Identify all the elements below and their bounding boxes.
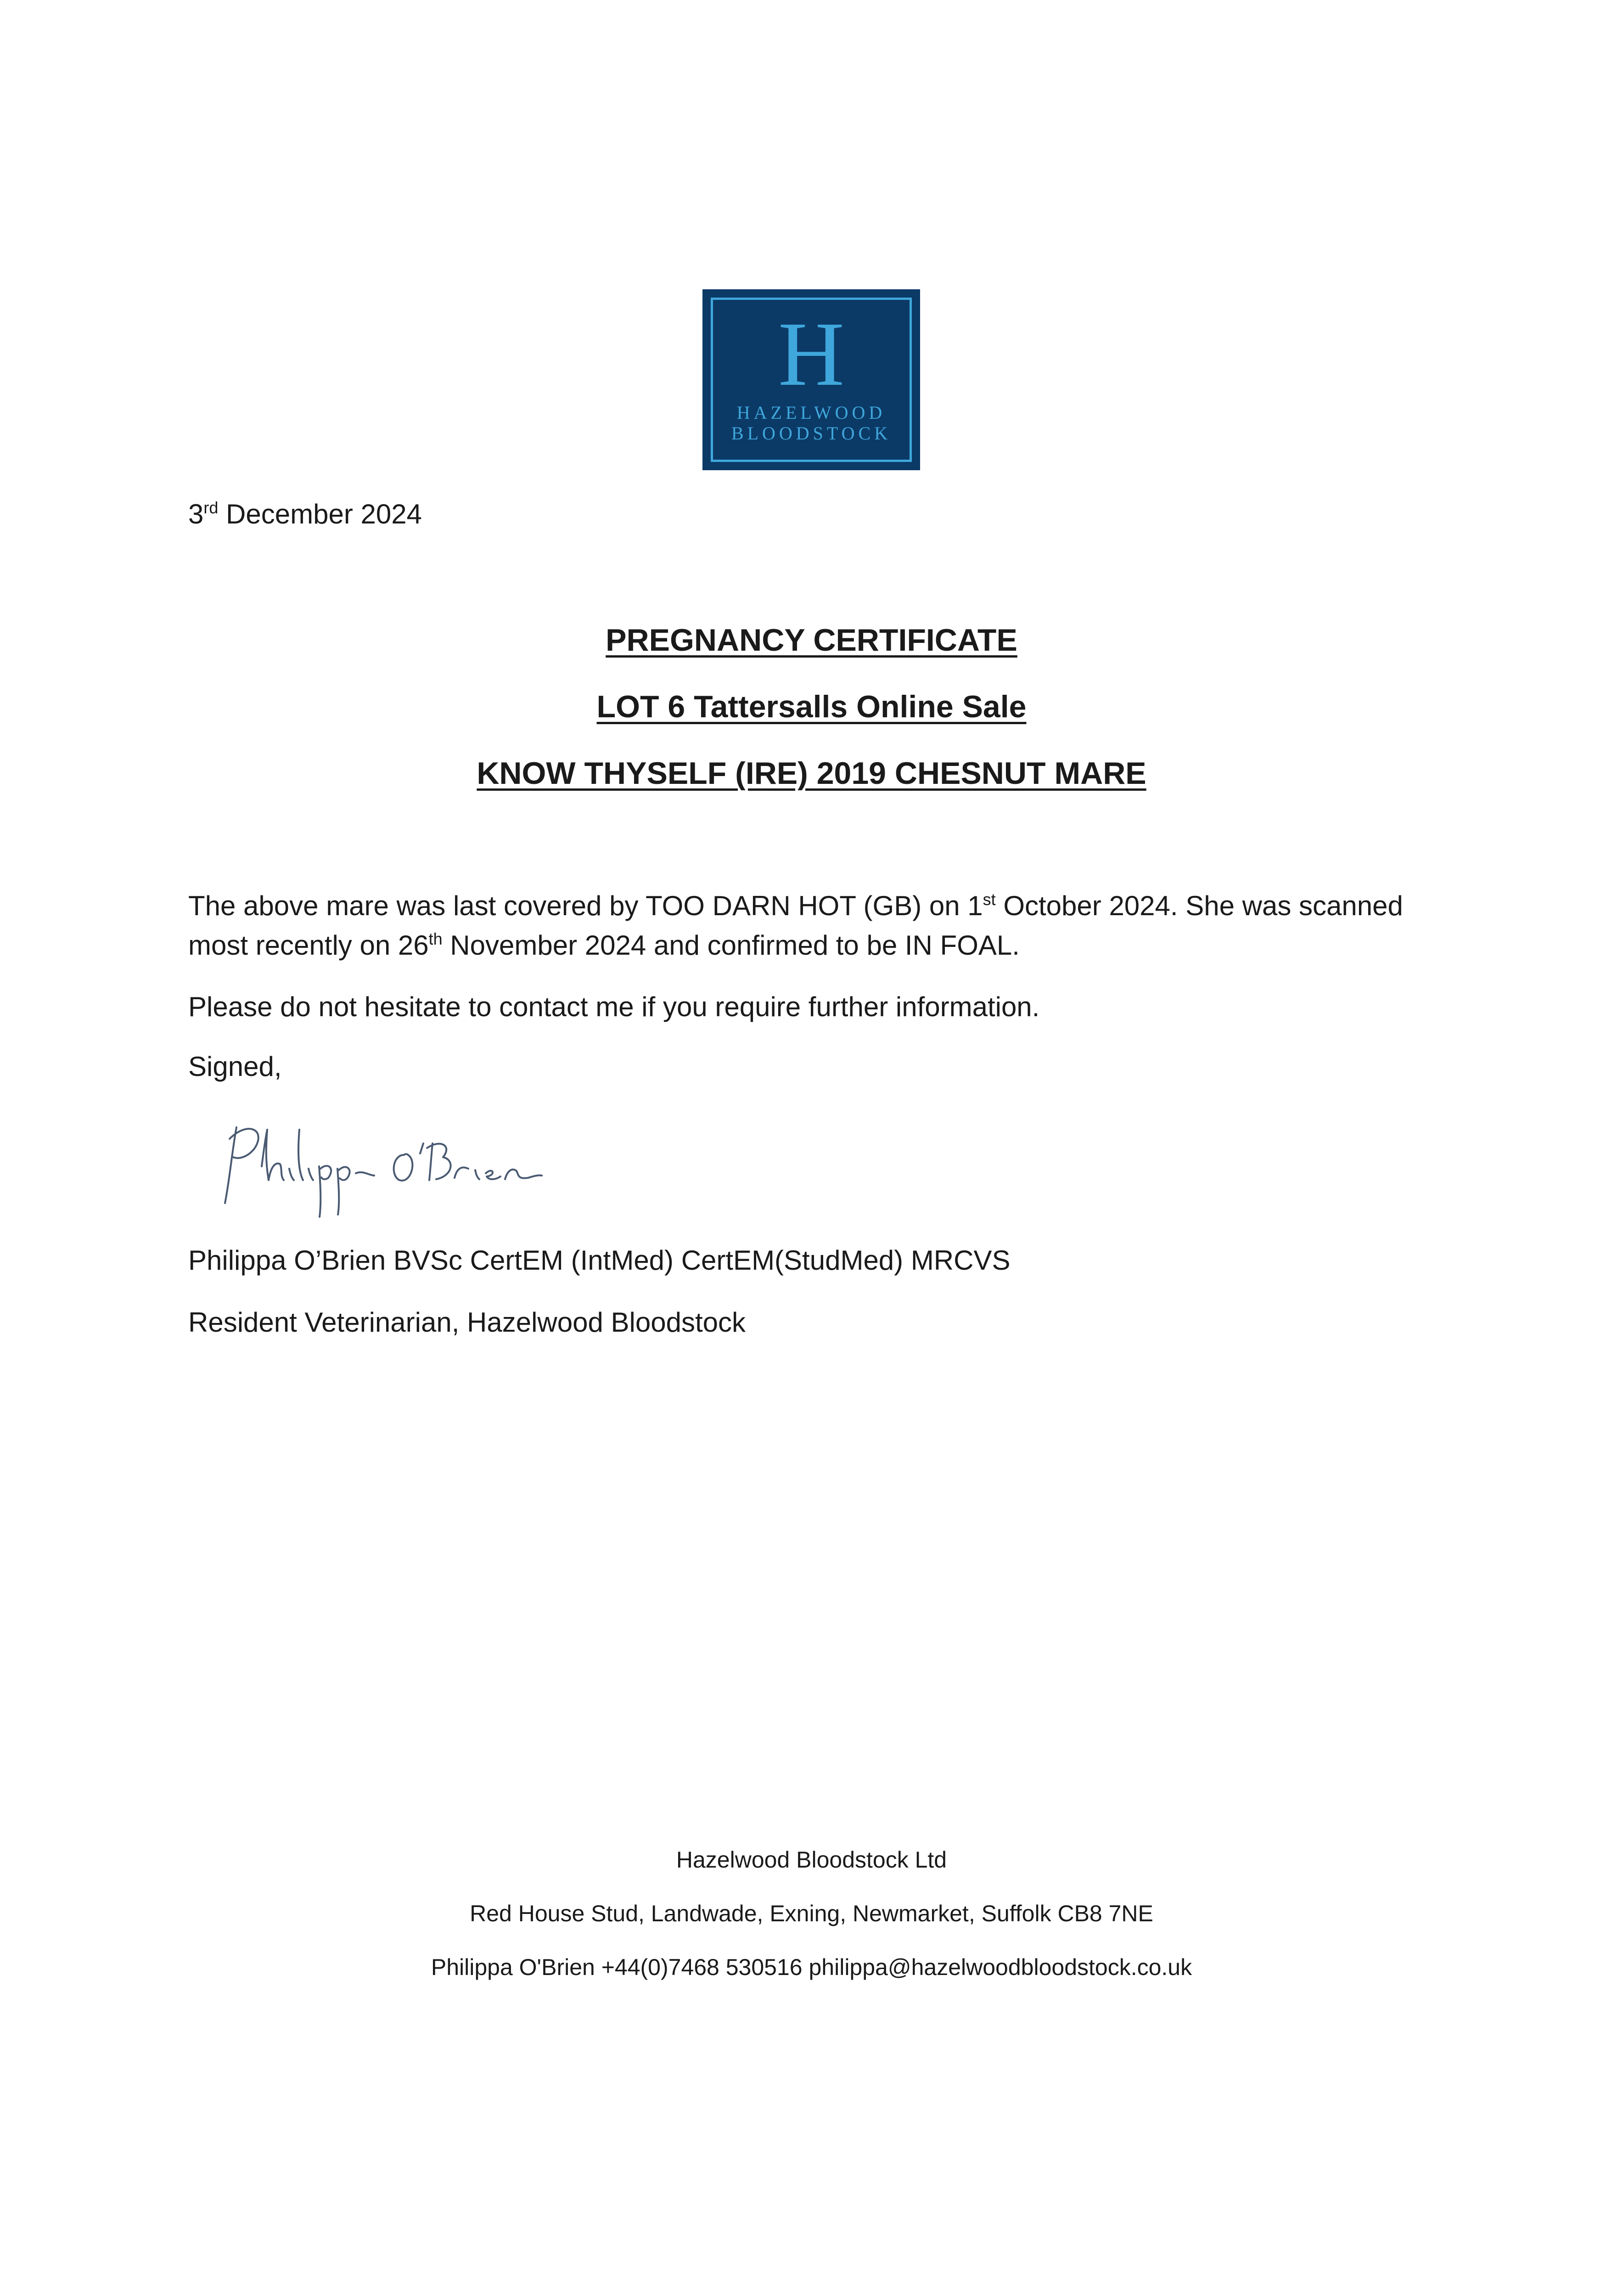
ordinal-suffix-st: st [983, 890, 996, 909]
body-paragraph-covering [188, 886, 1451, 965]
signatory-name: Philippa O’Brien BVSc CertEM (IntMed) CertEM(StudMed) MRCVS [188, 1245, 1011, 1276]
horse-heading: KNOW THYSELF (IRE) 2019 CHESNUT MARE [477, 756, 1146, 791]
logo-text-line2: BLOODSTOCK [731, 423, 892, 444]
footer-address: Red House Stud, Landwade, Exning, Newmarket, Suffolk CB8 7NE [470, 1901, 1153, 1926]
logo-letter: H [778, 304, 845, 405]
body-text-part1: The above mare was last covered by TOO DARN HOT (GB) on 1 [188, 890, 983, 921]
handwritten-signature [211, 1111, 560, 1226]
ordinal-suffix-th: th [428, 929, 443, 948]
body-paragraph-contact: Please do not hesitate to contact me if you require further information. [188, 991, 1040, 1022]
lot-heading: LOT 6 Tattersalls Online Sale [596, 689, 1027, 724]
date-suffix: rd [203, 498, 219, 517]
signed-label: Signed, [188, 1051, 282, 1082]
body-text-part3: November 2024 and confirmed to be IN FOAL. [442, 930, 1020, 961]
footer-contact: Philippa O'Brien +44(0)7468 530516 philippa@hazelwoodbloodstock.co.uk [431, 1954, 1192, 1980]
logo-text-line1: HAZELWOOD [736, 402, 886, 423]
date-day: 3 [188, 499, 204, 529]
signatory-role: Resident Veterinarian, Hazelwood Bloodstock [188, 1307, 746, 1338]
company-logo [702, 289, 920, 470]
letter-date [188, 496, 422, 533]
body-text-part2: October 2024. She was scanned most recently on 26 [188, 890, 1403, 961]
footer-company: Hazelwood Bloodstock Ltd [676, 1847, 947, 1873]
date-rest: December 2024 [218, 499, 422, 529]
certificate-title: PREGNANCY CERTIFICATE [606, 623, 1017, 658]
